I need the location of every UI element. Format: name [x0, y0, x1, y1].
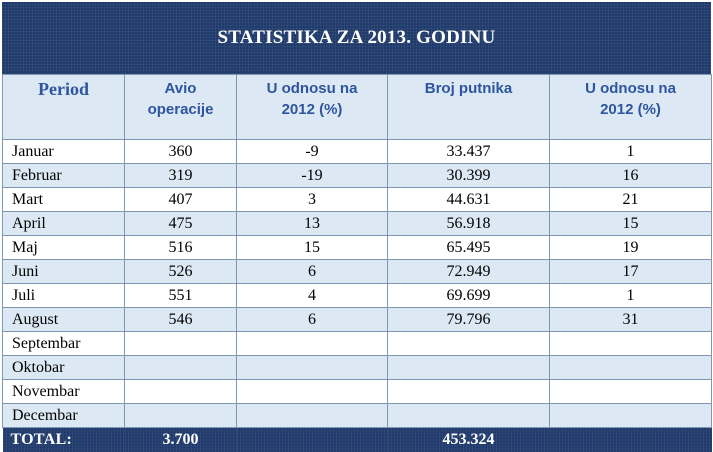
passengers-change-cell: 19: [550, 236, 712, 260]
passengers-cell: 69.699: [388, 284, 550, 308]
passengers-cell: [388, 356, 550, 380]
passengers-change-cell: 15: [550, 212, 712, 236]
passengers-cell: 44.631: [388, 188, 550, 212]
operations-cell: 551: [125, 284, 237, 308]
passengers-change-cell: [550, 332, 712, 356]
column-header-avio-operacije: [125, 75, 237, 140]
month-cell: Januar: [3, 140, 125, 164]
operations-change-cell: 6: [237, 308, 388, 332]
passengers-cell: 30.399: [388, 164, 550, 188]
total-operations: 3.700: [125, 428, 237, 452]
passengers-cell: [388, 332, 550, 356]
passengers-change-cell: [550, 356, 712, 380]
table-row: [3, 380, 712, 404]
table-row: [3, 212, 712, 236]
operations-change-cell: 3: [237, 188, 388, 212]
operations-change-cell: 15: [237, 236, 388, 260]
month-cell: Septembar: [3, 332, 125, 356]
passengers-change-cell: 17: [550, 260, 712, 284]
passengers-cell: 79.796: [388, 308, 550, 332]
passengers-cell: 33.437: [388, 140, 550, 164]
passengers-change-cell: 16: [550, 164, 712, 188]
operations-change-cell: 6: [237, 260, 388, 284]
total-passengers-change: [550, 428, 712, 452]
operations-cell: 516: [125, 236, 237, 260]
header-line: operacije: [148, 101, 214, 118]
table-row: [3, 404, 712, 428]
operations-cell: 407: [125, 188, 237, 212]
table-row: [3, 236, 712, 260]
operations-change-cell: [237, 380, 388, 404]
passengers-cell: 65.495: [388, 236, 550, 260]
passengers-cell: [388, 404, 550, 428]
operations-cell: [125, 380, 237, 404]
header-row: [3, 75, 712, 140]
column-header-broj-putnika: [388, 75, 550, 140]
operations-change-cell: 4: [237, 284, 388, 308]
month-cell: August: [3, 308, 125, 332]
header-line: Broj putnika: [425, 80, 513, 97]
header-line: Period: [38, 79, 89, 99]
header-line: U odnosu na: [585, 80, 676, 97]
table-body: [3, 140, 712, 452]
table-title: STATISTIKA ZA 2013. GODINU: [2, 2, 711, 74]
month-cell: Mart: [3, 188, 125, 212]
operations-cell: 360: [125, 140, 237, 164]
month-cell: Novembar: [3, 380, 125, 404]
table-row: [3, 164, 712, 188]
operations-cell: [125, 356, 237, 380]
operations-change-cell: 13: [237, 212, 388, 236]
month-cell: Oktobar: [3, 356, 125, 380]
table-row: [3, 356, 712, 380]
month-cell: Februar: [3, 164, 125, 188]
column-header-change-operations: [237, 75, 388, 140]
table-row: [3, 140, 712, 164]
column-header-change-passengers: [550, 75, 712, 140]
passengers-cell: 56.918: [388, 212, 550, 236]
statistics-table: [2, 74, 712, 452]
operations-cell: [125, 332, 237, 356]
operations-change-cell: -19: [237, 164, 388, 188]
total-operations-change: [237, 428, 388, 452]
month-cell: Decembar: [3, 404, 125, 428]
passengers-change-cell: 21: [550, 188, 712, 212]
table-row: [3, 284, 712, 308]
table-row: [3, 332, 712, 356]
month-cell: April: [3, 212, 125, 236]
passengers-cell: 72.949: [388, 260, 550, 284]
operations-cell: 319: [125, 164, 237, 188]
total-row: [3, 428, 712, 452]
operations-cell: 526: [125, 260, 237, 284]
passengers-change-cell: [550, 404, 712, 428]
operations-change-cell: -9: [237, 140, 388, 164]
table-row: [3, 260, 712, 284]
month-cell: Maj: [3, 236, 125, 260]
table-row: [3, 188, 712, 212]
month-cell: Juli: [3, 284, 125, 308]
total-passengers: 453.324: [388, 428, 550, 452]
operations-cell: [125, 404, 237, 428]
passengers-change-cell: 31: [550, 308, 712, 332]
column-header-period: [3, 75, 125, 140]
passengers-cell: [388, 380, 550, 404]
header-line: Avio: [165, 80, 197, 97]
operations-cell: 546: [125, 308, 237, 332]
operations-change-cell: [237, 404, 388, 428]
header-line: 2012 (%): [600, 101, 661, 118]
operations-change-cell: [237, 332, 388, 356]
table-row: [3, 308, 712, 332]
operations-cell: 475: [125, 212, 237, 236]
header-line: U odnosu na: [267, 80, 358, 97]
operations-change-cell: [237, 356, 388, 380]
total-label: TOTAL:: [3, 428, 125, 452]
header-line: 2012 (%): [282, 101, 343, 118]
month-cell: Juni: [3, 260, 125, 284]
passengers-change-cell: 1: [550, 284, 712, 308]
passengers-change-cell: 1: [550, 140, 712, 164]
passengers-change-cell: [550, 380, 712, 404]
